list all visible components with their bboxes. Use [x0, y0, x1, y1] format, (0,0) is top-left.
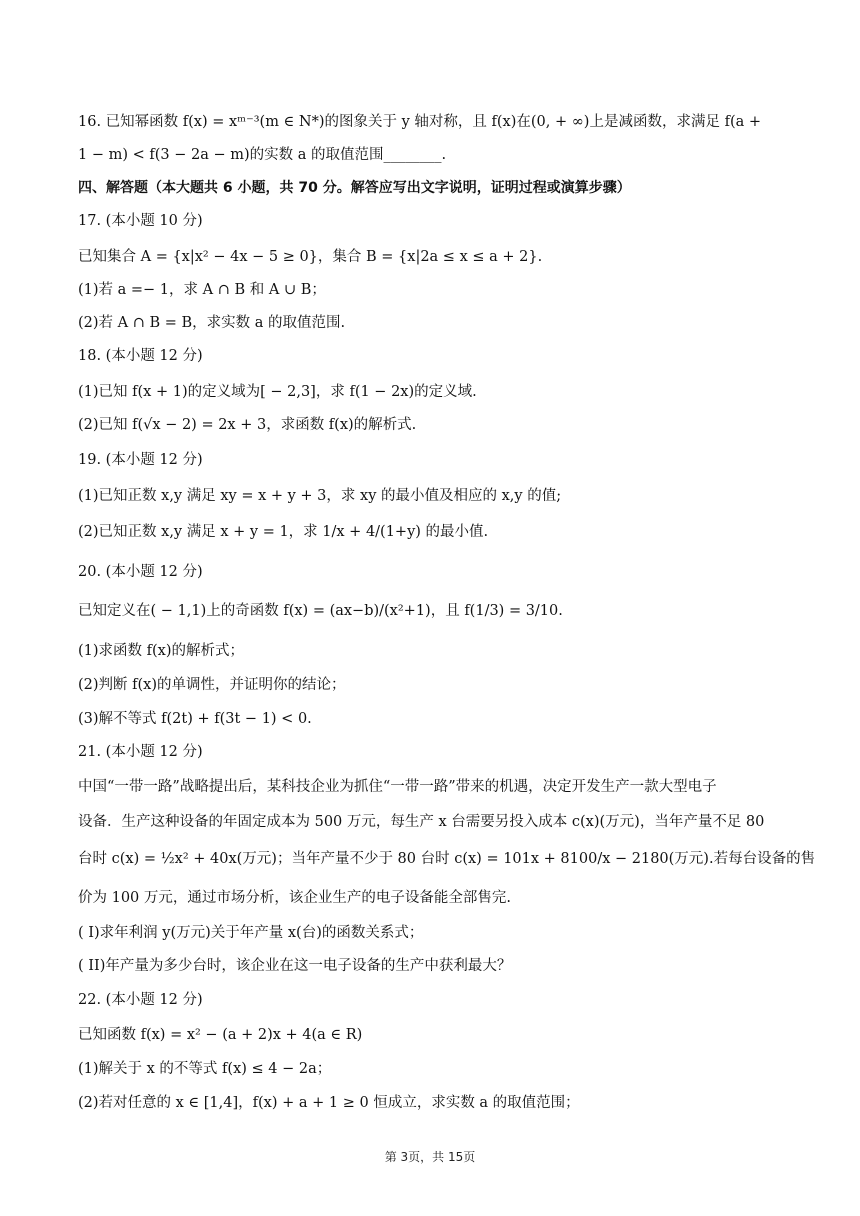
q17-part2: (2)若 A ∩ B = B，求实数 a 的取值范围.: [78, 315, 346, 331]
q20-part3: (3)解不等式 f(2t) + f(3t − 1) < 0.: [78, 711, 312, 727]
q21-stem-1: 中国“一带一路”战略提出后，某科技企业为抓住“一带一路”带来的机遇，决定开发生产一款大型电子: [78, 779, 717, 795]
q22-heading: 22. (本小题 12 分): [78, 992, 203, 1008]
q21-part2: ( II)年产量为多少台时，该企业在这一电子设备的生产中获利最大？: [78, 958, 512, 974]
q22-part2: (2)若对任意的 x ∈ [1,4]，f(x) + a + 1 ≥ 0 恒成立，求实数 a 的取值范围；: [78, 1095, 580, 1111]
page-footer: 第 3页，共 15页: [384, 1150, 476, 1164]
q16-line-1: 16. 已知幂函数 f(x) = xᵐ⁻³(m ∈ N*)的图象关于 y 轴对称，且 f(x)在(0, + ∞)上是减函数，求满足 f(a +: [78, 114, 761, 130]
q21-heading: 21. (本小题 12 分): [78, 744, 203, 760]
q17-part1: (1)若 a =− 1，求 A ∩ B 和 A ∪ B；: [78, 282, 326, 298]
q20-heading: 20. (本小题 12 分): [78, 564, 203, 580]
q16-line-2: 1 − m) < f(3 − 2a − m)的实数 a 的取值范围________.: [78, 147, 447, 163]
q17-stem: 已知集合 A = {x|x² − 4x − 5 ≥ 0}，集合 B = {x|2a ≤ x ≤ a + 2}.: [78, 249, 543, 265]
q20-stem: 已知定义在( − 1,1)上的奇函数 f(x) = (ax−b)/(x²+1)，且 f(1/3) = 3/10.: [78, 603, 563, 619]
q20-part2: (2)判断 f(x)的单调性，并证明你的结论；: [78, 677, 346, 693]
q21-stem-2: 设备．生产这种设备的年固定成本为 500 万元，每生产 x 台需要另投入成本 c(x)(万元)，当年产量不足 80: [78, 814, 765, 830]
q18-part2: (2)已知 f(√x − 2) = 2x + 3，求函数 f(x)的解析式.: [78, 417, 417, 433]
q19-heading: 19. (本小题 12 分): [78, 452, 203, 468]
section-heading: 四、解答题（本大题共 6 小题，共 70 分。解答应写出文字说明，证明过程或演算步骤）: [78, 180, 631, 196]
q18-part1: (1)已知 f(x + 1)的定义域为[ − 2,3]，求 f(1 − 2x)的定义域.: [78, 384, 477, 400]
q20-part1: (1)求函数 f(x)的解析式；: [78, 643, 245, 659]
q22-stem: 已知函数 f(x) = x² − (a + 2)x + 4(a ∈ R): [78, 1027, 363, 1043]
q22-part1: (1)解关于 x 的不等式 f(x) ≤ 4 − 2a；: [78, 1061, 332, 1077]
q21-stem-4: 价为 100 万元，通过市场分析，该企业生产的电子设备能全部售完.: [78, 890, 512, 906]
q21-part1: ( I)求年利润 y(万元)关于年产量 x(台)的函数关系式；: [78, 925, 424, 941]
q19-part2: (2)已知正数 x,y 满足 x + y = 1，求 1/x + 4/(1+y) 的最小值.: [78, 524, 489, 540]
q17-heading: 17. (本小题 10 分): [78, 213, 203, 229]
q19-part1: (1)已知正数 x,y 满足 xy = x + y + 3，求 xy 的最小值及相应的 x,y 的值;: [78, 488, 562, 504]
q18-heading: 18. (本小题 12 分): [78, 348, 203, 364]
q21-stem-3: 台时 c(x) = ½x² + 40x(万元)；当年产量不少于 80 台时 c(x) = 101x + 8100/x − 2180(万元).若每台设备的售: [78, 851, 816, 867]
